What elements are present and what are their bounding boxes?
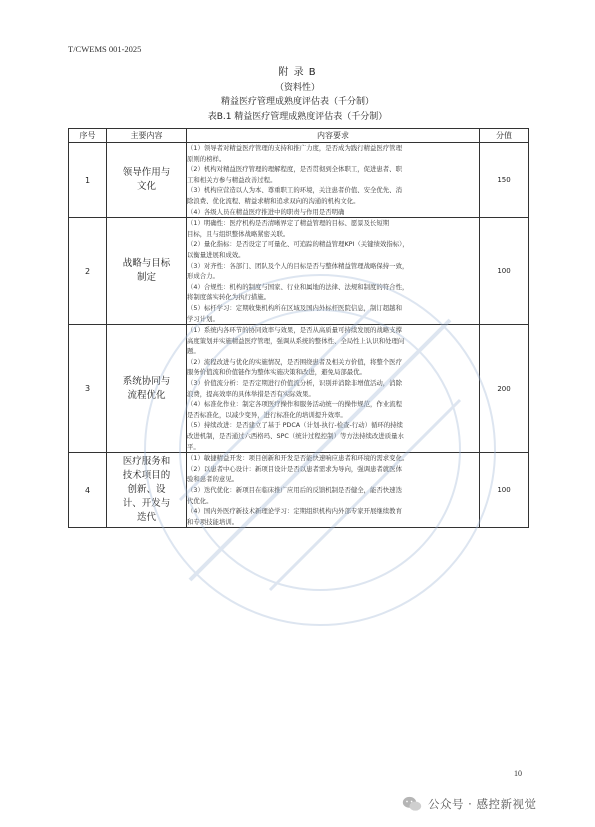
requirement-line: （2）机构对精益医疗管理的理解程度，是否贯彻到全体职工，促进患者、职 [187,165,402,174]
appendix-nature: （资料性） [274,82,320,93]
topic-line: 系统协同与 [122,375,171,387]
requirement-line: 平。 [187,442,200,451]
requirement-line: 原则的榜样。 [187,154,226,163]
row-number: 1 [69,143,107,218]
table-row [69,325,529,453]
wechat-label: 公众号 · 感控新视觉 [428,797,537,811]
topic-line: 战略与目标 [122,258,171,270]
topic-line: 计、开发与 [122,498,171,510]
requirement-line: （4）各级人员在精益医疗推进中的职责与作用是否明确 [187,207,345,216]
header-requirements: 内容要求 [187,129,480,143]
row-number: 4 [69,453,107,528]
row-requirements [187,218,480,325]
table-row [69,218,529,325]
row-score: 100 [480,218,529,325]
topic-line: 流程优化 [127,389,166,401]
topic-line: 文化 [136,181,156,193]
requirement-line: （1）领导者对精益医疗管理的支持和推广力度，是否成为践行精益医疗管理 [187,144,402,152]
requirement-line: （5）标杆学习：定期收集机构所在区域及国内外标杆医院信息，制订超越和 [187,303,402,312]
requirement-line: （1）系统内各环节的协同效率与效果，是否从高质量可持续发展的战略支撑 [187,326,402,335]
requirement-line: 和专项技能培训。 [187,517,239,526]
topic-line: 迭代 [136,512,156,524]
requirement-line: 目标，且与组织整体战略紧密关联。 [187,229,290,238]
requirement-line: （4）国内外医疗新技术新理论学习：定期组织机构内外部专家开展继续教育 [187,507,402,516]
row-requirements [187,325,480,453]
wechat-icon [402,795,422,813]
topic-line: 制定 [136,272,156,284]
requirement-line: 代优化。 [187,496,213,505]
table-row [69,143,529,218]
table-caption: 表B.1 精益医疗管理成熟度评估表（千分制） [207,111,388,122]
topic-line: 技术项目的 [122,470,171,482]
table-row [69,453,529,528]
requirement-line: 高度策划并实施精益医疗管理，强调从系统的整体性、全局性上认识和处理问 [187,336,405,345]
requirement-line: （3）对齐性：各部门、团队及个人的目标是否与整体精益管理战略保持一致， [187,261,409,270]
requirement-line: 将制度落实转化为执行措施。 [187,293,271,302]
requirement-line: 是否标准化，以减少变异，进行标准化的培训提升效率。 [187,410,347,419]
requirement-line: 浪费，提高效率的具体举措是否有实际效果。 [187,389,315,398]
table-header-row [69,129,529,143]
header-topic: 主要内容 [107,129,187,143]
header-score: 分值 [480,129,529,143]
appendix-title: 附 录 B [278,67,317,78]
header-no: 序号 [69,129,107,143]
row-requirements [187,453,480,528]
requirement-line: （4）合规性：机构的制度与国家、行业和属地的法律、法规和制度的符合性， [187,282,409,291]
requirement-line: （2）以患者中心设计：新项目设计是否以患者需求为导向，强调患者就医体 [187,464,402,473]
requirement-line: 题。 [187,347,200,356]
row-score: 200 [480,325,529,453]
row-topic [107,143,187,218]
row-score: 100 [480,453,529,528]
maturity-assessment-table [68,128,529,528]
page-number: 10 [514,769,522,778]
requirement-line: （3）价值流分析：是否定期进行价值流分析，识别并消除非增值活动，消除 [187,379,402,388]
requirement-line: 以衡量进展和成效。 [187,250,245,259]
appendix-heading [0,66,595,124]
topic-line: 领导作用与 [122,167,171,179]
row-topic [107,325,187,453]
appendix-name: 精益医疗管理成熟度评估表（千分制） [220,97,374,107]
row-topic [107,218,187,325]
row-number: 3 [69,325,107,453]
requirement-line: （2）流程改进与优化的实施情况，是否围绕患者及相关方价值，将整个医疗 [187,357,402,366]
requirement-line: 除浪费、优化流程、精益求精和追求双向的沟通的机构文化。 [187,196,360,205]
requirement-line: （1）明确性：医疗机构是否清晰界定了精益管理的目标、愿景及长短期 [187,219,390,228]
row-number: 2 [69,218,107,325]
requirement-line: 验和患者的意见。 [187,475,239,484]
requirement-line: 服务价值流和价值链作为整体实施决策和改进，避免局部最优。 [187,368,366,377]
requirement-line: （3）机构应营造以人为本、尊重职工的环境，关注患者价值、安全优先、消 [187,186,402,195]
requirement-line: 形成合力。 [187,272,219,281]
requirement-line: 改进机制，是否通过六西格玛、SPC（统计过程控制）等方法持续改进质量水 [187,432,404,441]
requirement-line: （3）迭代优化：新项目在临床推广应用后的反馈机制是否健全，能否快速迭 [187,486,402,494]
document-code: T/CWEMS 001-2025 [68,44,142,54]
requirement-line: 学习计划。 [187,314,219,323]
row-requirements [187,143,480,218]
requirement-line: （5）持续改进：是否建立了基于 PDCA（计划-执行-检查-行动）循环的持续 [187,421,403,430]
requirement-line: （1）敏捷精益开发：项目创新和开发是否能快速响应患者和环境的需求变化。 [187,454,409,463]
requirement-line: （2）量化指标：是否设定了可量化、可追踪的精益管理KPI（关键绩效指标）， [187,240,409,249]
requirement-line: 工和相关方参与精益改善过程。 [187,175,277,184]
topic-line: 创新、设 [127,484,166,496]
row-score: 150 [480,143,529,218]
topic-line: 医疗服务和 [122,456,171,468]
wechat-attribution [402,795,536,813]
requirement-line: （4）标准化作业：制定各项医疗操作和服务活动统一的操作规范，作业流程 [187,400,402,409]
row-topic [107,453,187,528]
